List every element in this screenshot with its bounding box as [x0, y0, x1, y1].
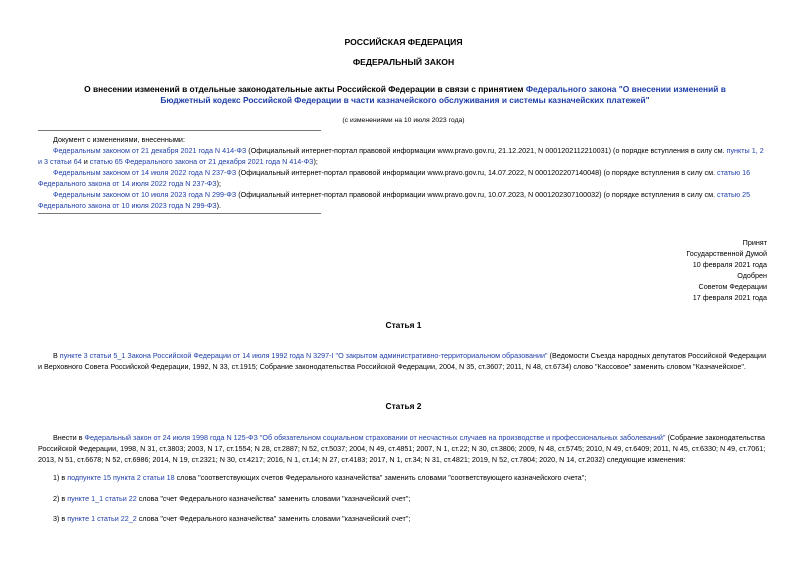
- change-item-1-link[interactable]: Федеральным законом от 21 декабря 2021 года N 414-ФЗ: [53, 146, 247, 155]
- adoption-line: Принят: [742, 238, 767, 247]
- article-2-post: (Собрание законодательства Российской Федерации, 1998, N 31, ст.3803; 2003, N 17, ст.1554; N 28, ст.2887; N 52, ст.5037; 2004, N 49, ст.4851; 2007, N 1, ст.22; N 30, ст.3806; 2009, N 48, ст.5745; 2010, N 49, ст.6409; 2011, N 45, ст.6330; N 49, ст.7061; 2013, N 51, ст.6678; N 52, ст.6986; 2014, N 19, ст.2321; N 30, ст.4217; 2016, N 1, ст.14; N 27, ст.4183; 2017, N 1, ст.34; N 31, ст.4821; 2019, N 52, ст.7804; 2020, N 14, ст.2032) следующие изменения:: [38, 433, 766, 464]
- article-2-item-2-post: слова "счет Федерального казначейства" заменить словами "казначейский счет";: [136, 494, 411, 503]
- article-1-paragraph: [38, 350, 769, 372]
- article-2-item-2-link[interactable]: пункте 1_1 статьи 22: [67, 494, 137, 503]
- article-2-item-2-pre: 2) в: [53, 494, 68, 503]
- adoption-block: [686, 237, 767, 303]
- change-item-1-text2: и: [81, 157, 90, 166]
- change-item-1-link3[interactable]: статью 65 Федерального закона от 21 декабря 2021 года N 414-ФЗ: [89, 157, 314, 166]
- law-title-link[interactable]: Федерального закона "О внесении изменений в Бюджетный кодекс Российской Федерации в части казначейского обслуживания и системы казначейских платежей": [160, 84, 726, 105]
- change-item-1: [38, 145, 769, 167]
- edition-note: (с изменениями на 10 июля 2023 года): [342, 117, 465, 124]
- change-item-2-link2[interactable]: статью 16 Федерального закона от 14 июля 2022 года N 237-ФЗ: [38, 168, 751, 188]
- changes-top-rule: [38, 130, 321, 131]
- article-2-item-1: [53, 472, 769, 483]
- change-item-2-text: (Официальный интернет-портал правовой информации www.pravo.gov.ru, 14.07.2022, N 0001202207140048) (о порядке вступления в силу см.: [236, 168, 718, 177]
- adoption-line: Государственной Думой: [686, 249, 767, 258]
- article-2-paragraph: [38, 432, 769, 465]
- article-2-item-1-link[interactable]: подпункте 15 пункта 2 статьи 18: [67, 473, 175, 482]
- adoption-line: 17 февраля 2021 года: [692, 293, 767, 302]
- article-2-link[interactable]: Федеральный закон от 24 июля 1998 года N 125-ФЗ "Об обязательном социальном страховании от несчастных случаев на производстве и профессиональных заболеваний": [84, 433, 666, 442]
- change-item-3-link[interactable]: Федеральным законом от 10 июля 2023 года N 299-ФЗ: [53, 190, 237, 199]
- change-item-1-text: (Официальный интернет-портал правовой информации www.pravo.gov.ru, 21.12.2021, N 0001202112210031) (о порядке вступления в силу см.: [246, 146, 727, 155]
- article-2-item-3: [53, 513, 769, 524]
- changes-intro: Документ с изменениями, внесенными:: [53, 135, 185, 144]
- adoption-line: Одобрен: [737, 271, 767, 280]
- article-1-pre: В: [53, 351, 60, 360]
- change-item-1-link2[interactable]: пункты 1, 2 и 3 статьи 64: [38, 146, 764, 166]
- adoption-line: Советом Федерации: [698, 282, 767, 291]
- changes-bottom-rule: [38, 213, 321, 214]
- doc-type-heading: ФЕДЕРАЛЬНЫЙ ЗАКОН: [352, 57, 455, 67]
- law-title-text: О внесении изменений в отдельные законодательные акты Российской Федерации в связи с принятием: [84, 84, 526, 94]
- article-2-pre: Внести в: [53, 433, 85, 442]
- change-item-3: [38, 189, 769, 211]
- article-2-item-3-post: слова "счет Федерального казначейства" заменить словами "казначейский счет";: [136, 514, 411, 523]
- article-2-item-1-post: слова "соответствующих счетов Федерального казначейства" заменить словами "соответствующего казначейского счета";: [174, 473, 587, 482]
- country-heading: РОССИЙСКАЯ ФЕДЕРАЦИЯ: [344, 37, 463, 47]
- change-item-2-link[interactable]: Федеральным законом от 14 июля 2022 года N 237-ФЗ: [53, 168, 237, 177]
- article-2-heading: Статья 2: [385, 401, 422, 411]
- article-1-heading: Статья 1: [385, 320, 422, 330]
- article-1-post: (Ведомости Съезда народных депутатов Российской Федерации и Верховного Совета Российской Федерации, 1992, N 33, ст.1915; Собрание законодательства Российской Федерации, 2004, N 35, ст.3607; 2011, N 48, ст.6734) слово "Кассовое" заменить словом "Казначейское".: [38, 351, 767, 371]
- change-item-2-text2: );: [216, 179, 222, 188]
- adoption-line: 10 февраля 2021 года: [692, 260, 767, 269]
- article-2-item-1-pre: 1) в: [53, 473, 68, 482]
- change-item-2: [38, 167, 769, 189]
- article-2-item-3-pre: 3) в: [53, 514, 68, 523]
- change-item-3-text2: ).: [216, 201, 222, 210]
- law-title: [60, 84, 750, 106]
- article-2-item-3-link[interactable]: пункте 1 статьи 22_2: [67, 514, 137, 523]
- change-item-3-link2[interactable]: статью 25 Федерального закона от 10 июля 2023 года N 299-ФЗ: [38, 190, 751, 210]
- change-item-1-text3: );: [313, 157, 318, 166]
- article-1-link[interactable]: пункте 3 статьи 5_1 Закона Российской Федерации от 14 июля 1992 года N 3297-I "О закрытом административно-территориальном образовании": [59, 351, 548, 360]
- article-2-item-2: [53, 493, 769, 504]
- change-item-3-text: (Официальный интернет-портал правовой информации www.pravo.gov.ru, 10.07.2023, N 0001202307100032) (о порядке вступления в силу см.: [236, 190, 718, 199]
